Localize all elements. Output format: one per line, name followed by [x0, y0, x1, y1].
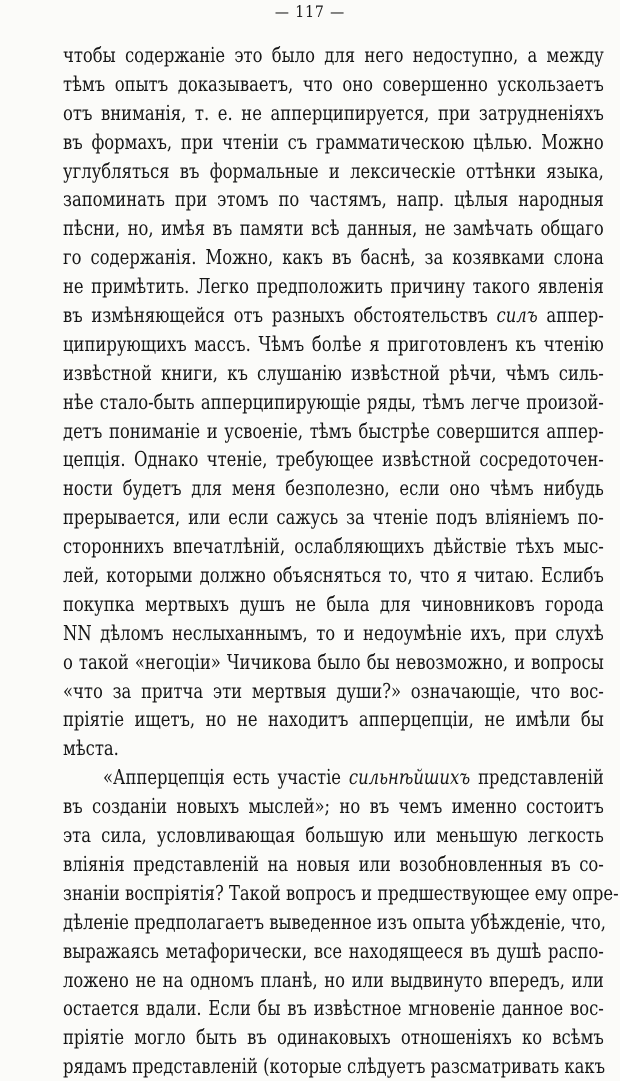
text-run: «Апперцепція есть участіе	[103, 765, 349, 790]
text-line: ложено не на одномъ планѣ, но или выдвинуто впередъ, или	[63, 967, 604, 992]
text-line: дѣленіе предполагаетъ выведенное изъ опыта убѣжденіе, что,	[63, 909, 606, 934]
text-line: детъ пониманіе и усвоеніе, тѣмъ быстрѣе совершится аппер-	[63, 418, 604, 443]
text-line: тѣмъ опытъ доказываетъ, что оно совершенно ускользаетъ	[63, 71, 604, 96]
text-line: пріятіе ищетъ, но не находитъ апперцепціи, не имѣли бы	[63, 707, 604, 732]
text-line: знаніи воспріятія? Такой вопросъ и предшествующее ему опре-	[63, 880, 619, 905]
text-line: остается вдали. Если бы въ извѣстное мгновеніе данное вос-	[63, 996, 604, 1021]
text-line: прерывается, или если сажусь за чтеніе подъ вліяніемъ по-	[63, 505, 604, 530]
text-line: лей, которыми должно объясняться то, что я читаю. Еслибъ	[63, 563, 604, 588]
text-line: отъ вниманія, т. е. не апперципируется, при затрудненіяхъ	[63, 100, 604, 125]
text-line: выражаясь метафорически, все находящееся въ душѣ распо-	[63, 938, 604, 963]
page-number: — 117 —	[274, 2, 346, 21]
text-line: пріятіе могло быть въ одинаковыхъ отношеніяхъ ко всѣмъ	[63, 1025, 604, 1050]
text-line: эта сила, условливающая большую или меньшую легкость	[63, 823, 604, 848]
text-line: въ созданіи новыхъ мыслей»; но въ чемъ именно состоитъ	[63, 794, 604, 819]
body-text	[63, 41, 619, 1081]
text-run: представленій	[470, 765, 604, 790]
text-line: не примѣтить. Легко предположить причину такого явленія	[63, 274, 604, 299]
text-line: стороннихъ впечатлѣній, ослабляющихъ дѣйствіе тѣхъ мыс-	[63, 534, 604, 559]
text-line: покупка мертвыхъ душъ не была для чиновниковъ города	[63, 591, 604, 616]
text-line	[63, 763, 604, 792]
text-line: запоминать при этомъ по частямъ, напр. цѣлыя народныя	[63, 187, 604, 212]
text-run: аппер-	[537, 303, 604, 328]
text-line: ности будетъ для меня безполезно, если оно чѣмъ нибудь	[63, 476, 604, 501]
text-line: чтобы содержаніе это было для него недоступно, а между	[63, 43, 604, 67]
text-line: извѣстной книги, къ слушанію извѣстной рѣчи, чѣмъ силь-	[63, 360, 604, 385]
text-line: въ формахъ, при чтеніи съ грамматическою цѣлью. Можно	[63, 129, 604, 154]
text-line: го содержанія. Можно, какъ въ баснѣ, за козявками слона	[63, 245, 604, 270]
text-line: углубляться въ формальные и лексическіе оттѣнки языка,	[63, 158, 604, 183]
text-line: о такой «негоціи» Чичикова было бы невозможно, и вопросы	[63, 649, 604, 674]
text-line: рядамъ представленій (которые слѣдуетъ разсматривать какъ	[63, 1054, 606, 1079]
text-line: ципирующихъ массъ. Чѣмъ болѣе я приготовленъ къ чтенію	[63, 331, 604, 356]
text-line	[63, 301, 604, 330]
text-line: вліянія представленій на новыя или возобновленныя въ со-	[63, 851, 604, 876]
text-line: цепція. Однако чтеніе, требующее извѣстной сосредоточен-	[63, 447, 604, 472]
text-line: NN дѣломъ неслыханнымъ, то и недоумѣніе ихъ, при слухѣ	[63, 620, 604, 645]
text-line: мѣста.	[63, 736, 119, 761]
text-line: «что за притча эти мертвыя души?» означающіе, что вос-	[63, 678, 604, 703]
italic-emphasis: сильнѣйшихъ	[348, 765, 471, 790]
text-run: въ измѣняющейся отъ разныхъ обстоятельствъ	[63, 303, 497, 328]
text-line: пѣсни, но, имѣя въ памяти всѣ данныя, не замѣчать общаго	[63, 216, 604, 241]
text-line: нѣе стало-быть апперципирующіе ряды, тѣмъ легче произой-	[63, 389, 604, 414]
italic-emphasis: силъ	[496, 303, 538, 328]
